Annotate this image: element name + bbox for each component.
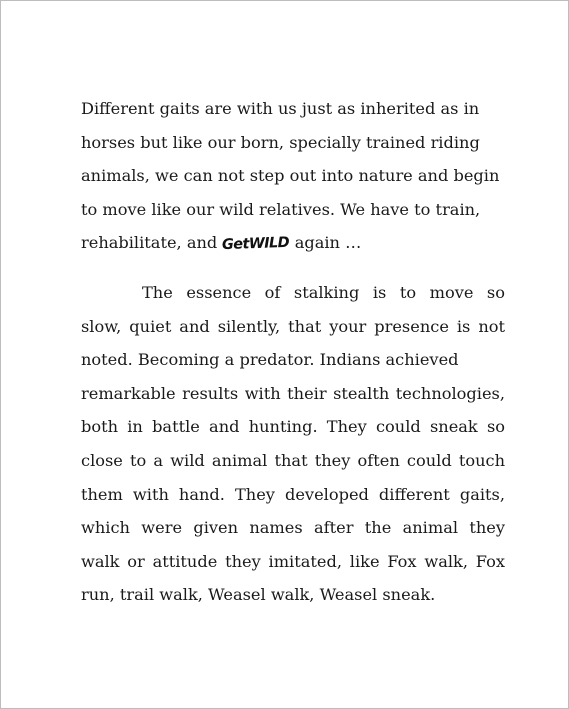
text-fragment: rehabilitate, and bbox=[81, 233, 223, 253]
text-line: close to a wild animal that they often could touch bbox=[81, 450, 505, 470]
paragraph-1 bbox=[81, 92, 505, 260]
text-line: remarkable results with their stealth technologies, bbox=[81, 383, 505, 403]
text-line: walk or attitude they imitated, like Fox walk, Fox bbox=[81, 551, 505, 571]
text-line: noted. Becoming a predator. Indians achieved bbox=[81, 350, 459, 370]
text-line: to move like our wild relatives. We have to train, bbox=[81, 199, 481, 219]
text-line: horses but like our born, specially trained riding bbox=[81, 132, 480, 152]
text-line: animals, we can not step out into nature and begin bbox=[81, 166, 500, 186]
text-line: both in battle and hunting. They could sneak so bbox=[81, 417, 505, 437]
getwild-logo-text: GetWILD bbox=[222, 235, 290, 254]
text-line: slow, quiet and silently, that your presence is not bbox=[81, 316, 505, 336]
text-line: The essence of stalking is to move so bbox=[142, 282, 505, 302]
paragraph-2 bbox=[81, 276, 505, 612]
text-line: them with hand. They developed different gaits, bbox=[81, 484, 505, 504]
text-line bbox=[81, 226, 505, 260]
text-line: Different gaits are with us just as inherited as in bbox=[81, 99, 480, 118]
text-line: run, trail walk, Weasel walk, Weasel sneak. bbox=[81, 585, 436, 605]
text-fragment: again … bbox=[289, 233, 362, 253]
body-text bbox=[81, 92, 505, 612]
text-line: which were given names after the animal they bbox=[81, 518, 505, 538]
